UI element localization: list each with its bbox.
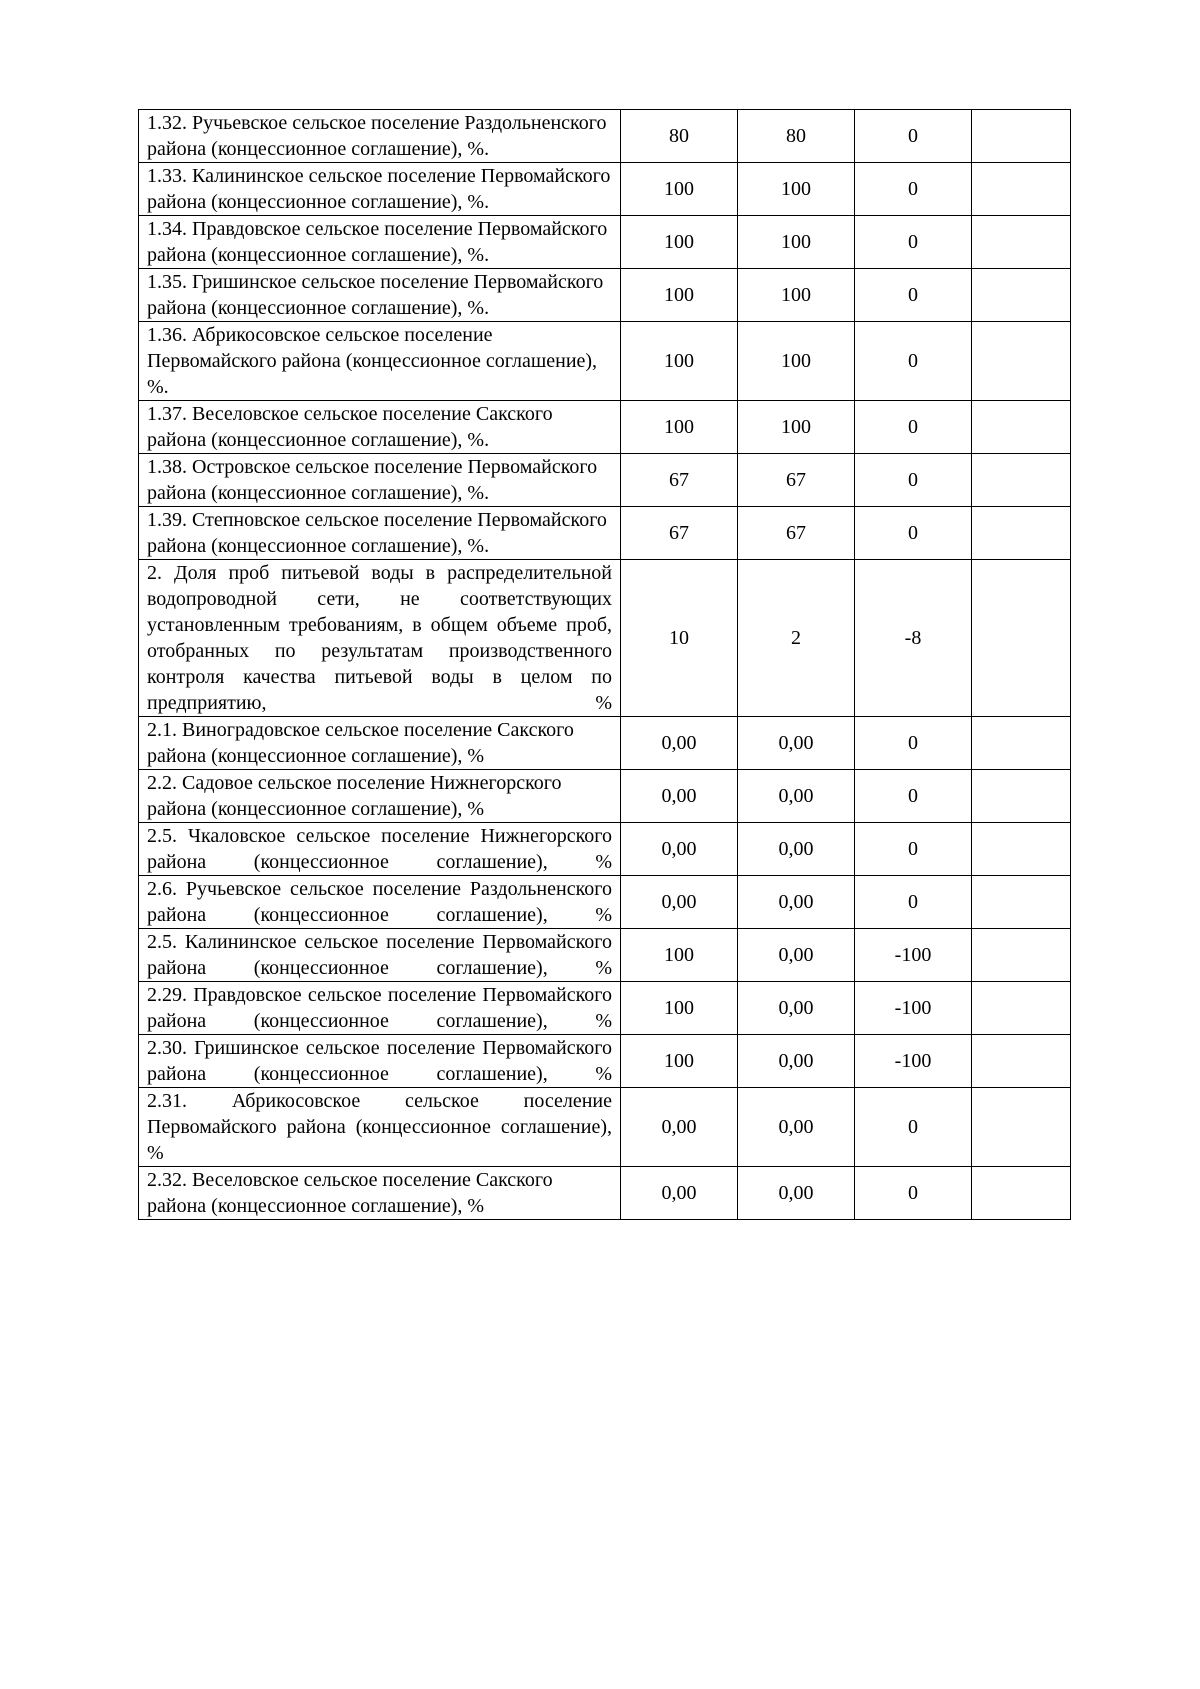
value-cell-3: -8 <box>855 560 972 717</box>
table-row <box>139 1088 1071 1167</box>
empty-cell <box>972 1088 1071 1167</box>
value-cell-3: 0 <box>855 1088 972 1167</box>
value-cell-1: 100 <box>621 401 738 454</box>
table-row <box>139 322 1071 401</box>
value-cell-1: 100 <box>621 982 738 1035</box>
value-cell-3: 0 <box>855 163 972 216</box>
empty-cell <box>972 269 1071 322</box>
value-cell-3: 0 <box>855 770 972 823</box>
row-label: 1.39. Степновское сельское поселение Первомайского района (концессионное соглашение), %. <box>147 509 607 557</box>
table-row <box>139 269 1071 322</box>
indicators-table-body <box>139 110 1071 1220</box>
empty-cell <box>972 163 1071 216</box>
table-row <box>139 876 1071 929</box>
value-cell-1: 100 <box>621 1035 738 1088</box>
value-cell-3: 0 <box>855 876 972 929</box>
table-row <box>139 401 1071 454</box>
indicators-table <box>138 109 1071 1220</box>
row-label: 1.38. Островское сельское поселение Первомайского района (концессионное соглашение), %. <box>147 456 598 504</box>
value-cell-3: 0 <box>855 1167 972 1220</box>
row-label: 2.31. Абрикосовское сельское поселение Первомайского района (концессионное соглашение), % <box>147 1090 612 1164</box>
row-label: 1.34. Правдовское сельское поселение Первомайского района (концессионное соглашение), %. <box>147 218 608 266</box>
value-cell-3: 0 <box>855 322 972 401</box>
value-cell-3: 0 <box>855 401 972 454</box>
row-label: 2.1. Виноградовское сельское поселение Сакского района (концессионное соглашение), % <box>147 719 574 767</box>
empty-cell <box>972 401 1071 454</box>
value-cell-1: 0,00 <box>621 717 738 770</box>
table-row <box>139 216 1071 269</box>
empty-cell <box>972 717 1071 770</box>
row-label-cell <box>139 1035 621 1088</box>
value-cell-3: 0 <box>855 823 972 876</box>
value-cell-2: 0,00 <box>738 717 855 770</box>
value-cell-2: 100 <box>738 269 855 322</box>
empty-cell <box>972 823 1071 876</box>
value-cell-2: 100 <box>738 163 855 216</box>
value-cell-2: 80 <box>738 110 855 163</box>
value-cell-3: 0 <box>855 269 972 322</box>
table-row <box>139 560 1071 717</box>
value-cell-3: 0 <box>855 717 972 770</box>
table-row <box>139 982 1071 1035</box>
value-cell-2: 0,00 <box>738 823 855 876</box>
value-cell-2: 0,00 <box>738 876 855 929</box>
value-cell-2: 0,00 <box>738 1035 855 1088</box>
value-cell-2: 0,00 <box>738 982 855 1035</box>
value-cell-3: -100 <box>855 1035 972 1088</box>
value-cell-2: 100 <box>738 401 855 454</box>
row-label-cell <box>139 929 621 982</box>
value-cell-1: 100 <box>621 322 738 401</box>
row-label-cell <box>139 163 621 216</box>
empty-cell <box>972 770 1071 823</box>
row-label-cell <box>139 269 621 322</box>
value-cell-1: 0,00 <box>621 876 738 929</box>
row-label-cell <box>139 1088 621 1167</box>
value-cell-1: 67 <box>621 507 738 560</box>
value-cell-3: 0 <box>855 216 972 269</box>
value-cell-1: 10 <box>621 560 738 717</box>
table-row <box>139 110 1071 163</box>
value-cell-3: 0 <box>855 454 972 507</box>
value-cell-1: 0,00 <box>621 823 738 876</box>
table-row <box>139 1035 1071 1088</box>
value-cell-1: 0,00 <box>621 1167 738 1220</box>
row-label: 2.30. Гришинское сельское поселение Первомайского района (концессионное соглашение), % <box>147 1037 612 1085</box>
empty-cell <box>972 876 1071 929</box>
empty-cell <box>972 929 1071 982</box>
value-cell-2: 100 <box>738 216 855 269</box>
row-label: 2.5. Чкаловское сельское поселение Нижнегорского района (концессионное соглашение), % <box>147 825 612 873</box>
value-cell-2: 2 <box>738 560 855 717</box>
row-label-cell <box>139 982 621 1035</box>
table-row <box>139 770 1071 823</box>
value-cell-1: 100 <box>621 216 738 269</box>
value-cell-2: 100 <box>738 322 855 401</box>
row-label: 2.6. Ручьевское сельское поселение Раздольненского района (концессионное соглашение), % <box>147 878 612 926</box>
empty-cell <box>972 322 1071 401</box>
empty-cell <box>972 1167 1071 1220</box>
empty-cell <box>972 110 1071 163</box>
row-label-cell <box>139 454 621 507</box>
row-label: 1.32. Ручьевское сельское поселение Раздольненского района (концессионное соглашение), %. <box>147 112 607 160</box>
empty-cell <box>972 507 1071 560</box>
table-row <box>139 163 1071 216</box>
value-cell-3: 0 <box>855 110 972 163</box>
table-row <box>139 929 1071 982</box>
value-cell-1: 80 <box>621 110 738 163</box>
row-label-cell <box>139 216 621 269</box>
empty-cell <box>972 560 1071 717</box>
value-cell-1: 67 <box>621 454 738 507</box>
value-cell-1: 0,00 <box>621 770 738 823</box>
table-row <box>139 1167 1071 1220</box>
table-row <box>139 823 1071 876</box>
table-row <box>139 717 1071 770</box>
value-cell-2: 0,00 <box>738 1088 855 1167</box>
row-label-cell <box>139 823 621 876</box>
value-cell-1: 100 <box>621 269 738 322</box>
value-cell-1: 0,00 <box>621 1088 738 1167</box>
table-row <box>139 507 1071 560</box>
table-row <box>139 454 1071 507</box>
value-cell-3: 0 <box>855 507 972 560</box>
empty-cell <box>972 1035 1071 1088</box>
row-label-cell <box>139 322 621 401</box>
value-cell-3: -100 <box>855 982 972 1035</box>
row-label: 2.32. Веселовское сельское поселение Сакского района (концессионное соглашение), % <box>147 1169 553 1217</box>
row-label: 1.37. Веселовское сельское поселение Сакского района (концессионное соглашение), %. <box>147 403 553 451</box>
row-label-cell <box>139 1167 621 1220</box>
value-cell-2: 67 <box>738 454 855 507</box>
row-label-cell <box>139 507 621 560</box>
row-label: 1.36. Абрикосовское сельское поселение Первомайского района (концессионное соглашение), %. <box>147 324 598 398</box>
value-cell-1: 100 <box>621 929 738 982</box>
value-cell-2: 67 <box>738 507 855 560</box>
row-label-cell <box>139 401 621 454</box>
row-label: 1.33. Калининское сельское поселение Первомайского района (концессионное соглашение), %. <box>147 165 611 213</box>
value-cell-2: 0,00 <box>738 1167 855 1220</box>
empty-cell <box>972 216 1071 269</box>
row-label: 2.2. Садовое сельское поселение Нижнегорского района (концессионное соглашение), % <box>147 772 562 820</box>
row-label-cell <box>139 876 621 929</box>
row-label-cell <box>139 770 621 823</box>
row-label-cell <box>139 560 621 717</box>
row-label: 2.29. Правдовское сельское поселение Первомайского района (концессионное соглашение), % <box>147 984 612 1032</box>
empty-cell <box>972 454 1071 507</box>
row-label: 2. Доля проб питьевой воды в распределительной водопроводной сети, не соответствующих установленным требованиям, в общем объеме проб, отобранных по результатам производственного контроля качества питьевой воды в целом по предприятию, % <box>147 562 612 714</box>
row-label-cell <box>139 717 621 770</box>
value-cell-2: 0,00 <box>738 770 855 823</box>
row-label: 2.5. Калининское сельское поселение Первомайского района (концессионное соглашение), % <box>147 931 612 979</box>
value-cell-1: 100 <box>621 163 738 216</box>
row-label-cell <box>139 110 621 163</box>
value-cell-2: 0,00 <box>738 929 855 982</box>
empty-cell <box>972 982 1071 1035</box>
row-label: 1.35. Гришинское сельское поселение Первомайского района (концессионное соглашение), %. <box>147 271 604 319</box>
value-cell-3: -100 <box>855 929 972 982</box>
